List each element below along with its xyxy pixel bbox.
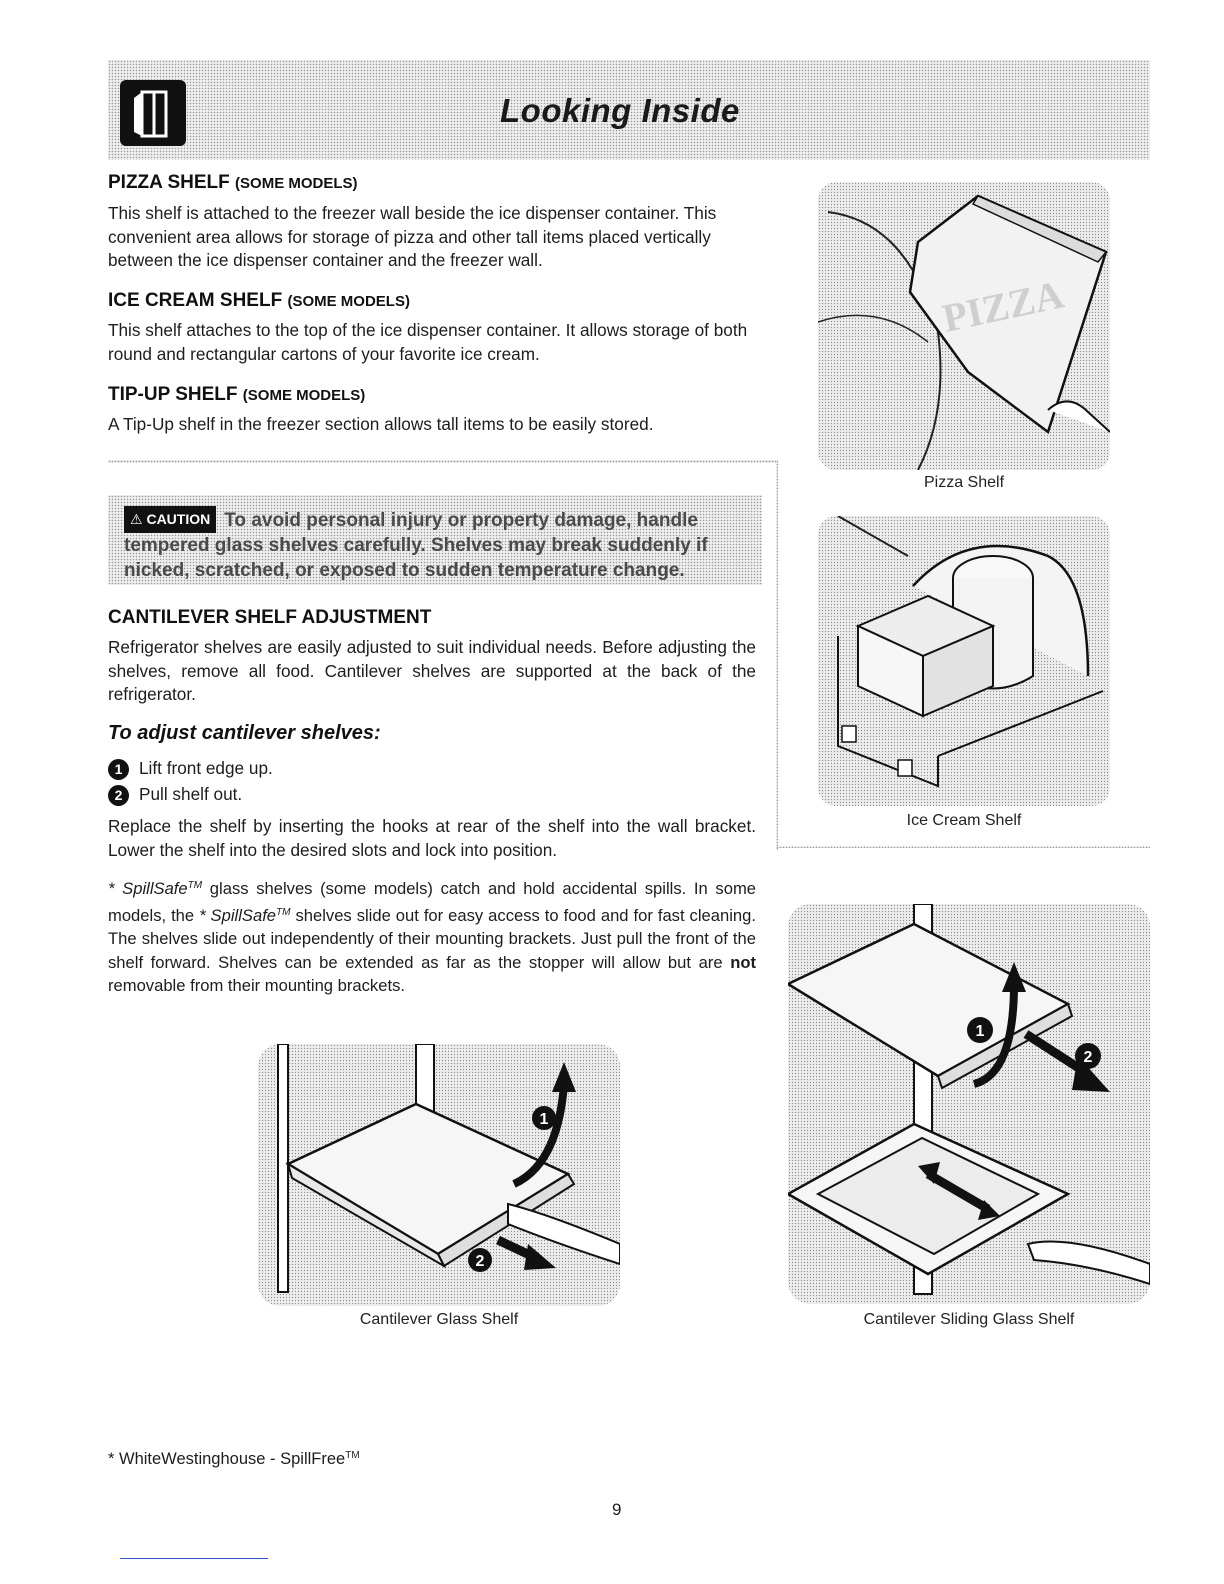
ice-cream-shelf-caption: Ice Cream Shelf <box>906 812 1022 829</box>
figure-divider <box>776 846 1150 848</box>
cantilever-body: Refrigerator shelves are easily adjusted to suit individual needs. Before adjusting the shelves, remove all food. Cantilever shelves are supported at the back of the refrigerator. <box>108 637 756 704</box>
cantilever-heading: CANTILEVER SHELF ADJUSTMENT <box>108 607 432 628</box>
step-2: 2 Pull shelf out. <box>108 784 242 806</box>
pizza-shelf-heading: PIZZA SHELF (SOME MODELS) <box>108 172 358 193</box>
cantilever-glass-shelf-figure <box>258 1044 620 1306</box>
cantilever-sliding-glass-shelf-figure <box>788 904 1150 1304</box>
cantilever-sliding-glass-shelf-caption: Cantilever Sliding Glass Shelf <box>863 1311 1075 1328</box>
refrigerator-icon <box>120 80 186 146</box>
replace-instructions: Replace the shelf by inserting the hooks at rear of the shelf into the wall bracket. Lower the shelf into the desired slots and lock into position. <box>108 816 756 860</box>
cantilever-glass-shelf-caption: Cantilever Glass Shelf <box>359 1311 519 1328</box>
footer-line <box>120 1558 268 1559</box>
tip-up-shelf-heading: TIP-UP SHELF (SOME MODELS) <box>108 384 366 405</box>
pizza-shelf-body: This shelf is attached to the freezer wall beside the ice dispenser container. This convenient area allows for storage of pizza and other tall items placed vertically between the ice dispenser container and the freezer wall. <box>108 203 717 270</box>
step-1: 1 Lift front edge up. <box>108 758 273 780</box>
svg-text:2: 2 <box>1083 1049 1093 1066</box>
cantilever-subheading: To adjust cantilever shelves: <box>108 722 381 744</box>
spillsafe-paragraph: * SpillSafe™ glass shelves (some models) catch and hold accidental spills. In some models, the * SpillSafe™ shelves slide out for easy access to food and for fast cleaning. The shelves slide out independently of their mounting brackets. Just pull the front of the shelf forward. Shelves can be extended as far as the stopper will allow but are not removable from their mounting brackets. <box>108 879 756 995</box>
column-divider <box>776 460 778 850</box>
ice-cream-shelf-body: This shelf attaches to the top of the ice dispenser container. It allows storage of both round and rectangular cartons of your favorite ice cream. <box>108 320 748 364</box>
caution-message: ⚠ CAUTION To avoid personal injury or property damage, handle tempered glass shelves carefully. Shelves may break suddenly if nicked, scratched, or exposed to sudden temperature change. <box>124 506 754 583</box>
pizza-shelf-figure <box>818 182 1110 470</box>
svg-text:2: 2 <box>475 1253 485 1270</box>
footnote: * WhiteWestinghouse - SpillFree™ <box>108 1450 360 1468</box>
ice-cream-shelf-heading: ICE CREAM SHELF (SOME MODELS) <box>108 290 410 311</box>
page-title: Looking Inside <box>500 92 740 129</box>
section-divider <box>108 460 778 463</box>
svg-text:1: 1 <box>539 1111 549 1128</box>
page-number: 9 <box>612 1500 622 1519</box>
caution-badge: ⚠ CAUTION <box>124 506 216 533</box>
svg-text:1: 1 <box>975 1023 985 1040</box>
ice-cream-shelf-figure <box>818 516 1110 806</box>
svg-text:PIZZA: PIZZA <box>938 271 1068 341</box>
tip-up-shelf-body: A Tip-Up shelf in the freezer section allows tall items to be easily stored. <box>108 414 654 434</box>
pizza-shelf-caption: Pizza Shelf <box>923 474 1005 491</box>
